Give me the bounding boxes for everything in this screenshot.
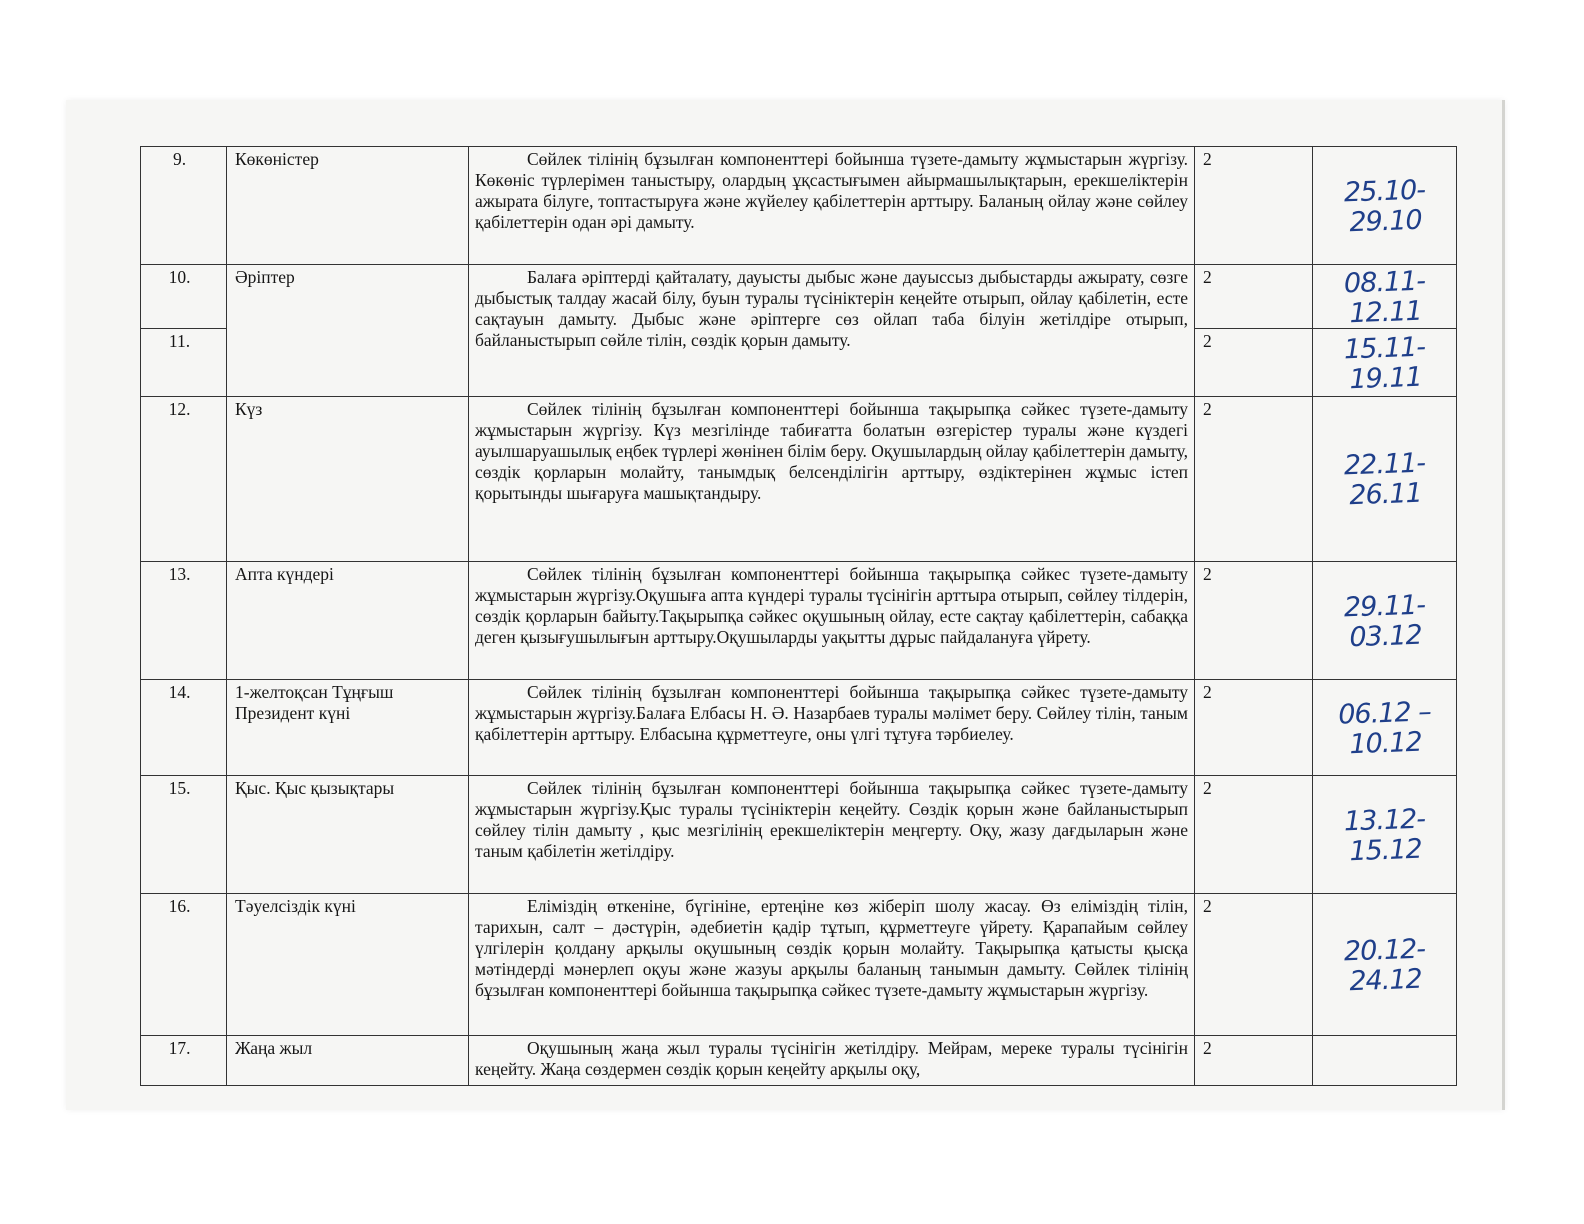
handwritten-date: 25.10-29.10 bbox=[1310, 144, 1458, 267]
content-cell: Сөйлек тілінің бұзылған компоненттері бойынша тақырыпқа сәйкес түзете-дамыту жұмыстарын жүргізу.Қыс туралы түсініктерін кеңейту. Сөздік қорын және байланыстырып сөйлеу тілін дамыту , қыс мезгілінің ерекшеліктерін меңгерту. Оқу, жазу дағдыларын және таным қабілетін жетілдіру. bbox=[469, 776, 1195, 894]
topic-cell: Күз bbox=[227, 397, 469, 562]
handwritten-date bbox=[1312, 1033, 1458, 1088]
hours-cell: 2 bbox=[1195, 1036, 1313, 1086]
handwritten-date: 15.11-19.11 bbox=[1311, 326, 1457, 399]
hours-cell: 2 bbox=[1195, 562, 1313, 680]
row-number: 15. bbox=[141, 776, 227, 894]
handwritten-date: 29.11-03.12 bbox=[1310, 559, 1458, 682]
topic-cell: Қыс. Қыс қызықтары bbox=[227, 776, 469, 894]
handwritten-date: 08.11-12.11 bbox=[1311, 262, 1457, 331]
table-row bbox=[141, 894, 1457, 1036]
row-number: 17. bbox=[141, 1036, 227, 1086]
row-number: 11. bbox=[141, 329, 227, 397]
handwritten-date: 20.12-24.12 bbox=[1310, 891, 1459, 1038]
handwritten-date bbox=[1311, 677, 1458, 778]
content-cell: Балаға әріптерді қайталату, дауысты дыбыс және дауыссыз дыбыстарды ажырату, сөзге дыбыстық талдау жасай білу, буын туралы түсініктерін кеңейте отырып, ойлау қабілетін, есте сақтауын дамыту. Дыбыс және әріптерге сөз ойлап таба білуін жетілдіре отырып, байланыстырып сөйле тілін, сөздік қорын дамыту. bbox=[469, 265, 1195, 397]
hours-cell: 2 bbox=[1195, 147, 1313, 265]
content-cell: Сөйлек тілінің бұзылған компоненттері бойынша тақырыпқа сәйкес түзете-дамыту жұмыстарын жүргізу.Оқушыға апта күндері туралы түсінігін арттыра отырып, сөйлеу тілдерін, сөздік қорларын байыту.Тақырыпқа сәйкес оқушының ойлау, есте сақтау қабілеттерін, сабаққа деген қызығушылығын арттыру.Оқушыларды уақытты дұрыс пайдалануға үйрету. bbox=[469, 562, 1195, 680]
row-number: 9. bbox=[141, 147, 227, 265]
handwritten-date-end: 10.12 bbox=[1348, 725, 1422, 760]
hours-cell: 2 bbox=[1195, 329, 1313, 397]
topic-cell: Жаңа жыл bbox=[227, 1036, 469, 1086]
table-row bbox=[141, 1036, 1457, 1086]
lesson-plan-table bbox=[140, 146, 1457, 1086]
hours-cell: 2 bbox=[1195, 894, 1313, 1036]
topic-cell: Апта күндері bbox=[227, 562, 469, 680]
content-cell: Еліміздің өткеніне, бүгініне, ертеңіне көз жіберіп шолу жасау. Өз еліміздің тілін, тарихын, салт – дәстүрін, әдебиетін қадір тұтып, құрметтеуге үйрету. Қарапайым сөйлеу үлгілерін қолдану арқылы оқушының сөздік қорын молайту. Тақырыпқа қатысты қысқа мәтіндерді мәнерлеп оқуы және жазуы арқылы баланың танымын дамыту. Сөйлек тілінің бұзылған компоненттері бойынша тақырыпқа сәйкес түзете-дамыту жұмыстарын жүргізу. bbox=[469, 894, 1195, 1036]
hours-cell: 2 bbox=[1195, 680, 1313, 776]
row-number: 14. bbox=[141, 680, 227, 776]
table-row bbox=[141, 562, 1457, 680]
handwritten-date: 13.12-15.12 bbox=[1310, 773, 1458, 896]
table-row bbox=[141, 397, 1457, 562]
row-number: 16. bbox=[141, 894, 227, 1036]
content-cell: Сөйлек тілінің бұзылған компоненттері бойынша түзете-дамыту жұмыстарын жүргізу. Көкөніс түрлерімен таныстыру, олардың ұқсастығымен айырмашылықтарын, ерекшеліктерін ажырата білуге, топтастыруға және жүйелеу қабілеттерін арттыру. Баланың ойлау және сөйлеу қабілеттерін одан әрі дамыту. bbox=[469, 147, 1195, 265]
topic-cell: 1-желтоқсан Тұңғыш Президент күні bbox=[227, 680, 469, 776]
content-cell: Сөйлек тілінің бұзылған компоненттері бойынша тақырыпқа сәйкес түзете-дамыту жұмыстарын жүргізу. Күз мезгілінде табиғатта болатын өзгерістер туралы және күздегі ауылшаруашылық еңбек түрлері жөнінен білім беру. Оқушылардың ойлау қабілеттерін дамыту, сөздік қорларын молайту, танымдық белсенділігін арттыру, өздіктерінен жұмыс істеп қорытынды шығаруға машықтандыру. bbox=[469, 397, 1195, 562]
topic-cell: Көкөністер bbox=[227, 147, 469, 265]
table-row bbox=[141, 776, 1457, 894]
topic-cell: Әріптер bbox=[227, 265, 469, 397]
content-cell: Сөйлек тілінің бұзылған компоненттері бойынша тақырыпқа сәйкес түзете-дамыту жұмыстарын жүргізу.Балаға Елбасы Н. Ә. Назарбаев туралы мәлімет беру. Сөйлеу тілін, таным қабілеттерін арттыру. Елбасына құрметтеуге, оны үлгі тұтуға тәрбиелеу. bbox=[469, 680, 1195, 776]
row-number: 13. bbox=[141, 562, 227, 680]
handwritten-date-start: 06.12 – bbox=[1337, 695, 1431, 730]
handwritten-date: 22.11-26.11 bbox=[1310, 394, 1460, 564]
table-row bbox=[141, 680, 1457, 776]
table-row bbox=[141, 147, 1457, 265]
row-number: 12. bbox=[141, 397, 227, 562]
topic-cell: Тәуелсіздік күні bbox=[227, 894, 469, 1036]
content-cell: Оқушының жаңа жыл туралы түсінігін жетілдіру. Мейрам, мереке туралы түсінігін кеңейту. Жаңа сөздермен сөздік қорын кеңейту арқылы оқу, bbox=[469, 1036, 1195, 1086]
row-number: 10. bbox=[141, 265, 227, 329]
hours-cell: 2 bbox=[1195, 265, 1313, 329]
table-row bbox=[141, 265, 1457, 329]
hours-cell: 2 bbox=[1195, 776, 1313, 894]
hours-cell: 2 bbox=[1195, 397, 1313, 562]
